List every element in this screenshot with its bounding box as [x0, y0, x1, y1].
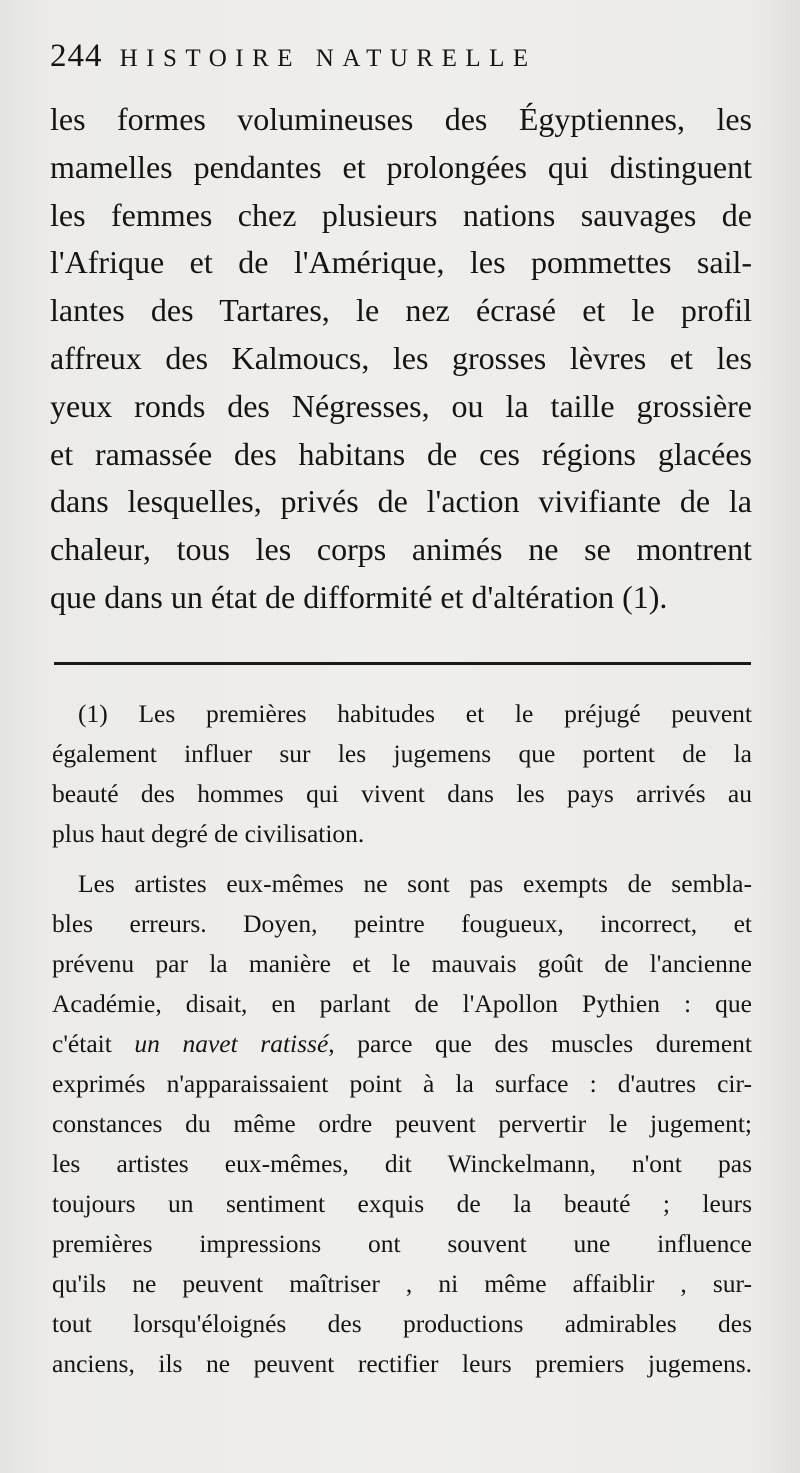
- text-line: yeux ronds des Négresses, ou la taille grossière: [50, 387, 752, 424]
- footnote-line: exprimés n'apparaissaient point à la surface : d'autres cir-: [52, 1069, 752, 1098]
- text-line: les formes volumineuses des Égyptiennes, les: [50, 101, 752, 137]
- text-line: les femmes chez plusieurs nations sauvages de: [50, 196, 752, 233]
- page-number: 244: [50, 38, 103, 74]
- footnote-line: constances du même ordre peuvent pervertir le jugement;: [52, 1109, 752, 1138]
- running-head: [50, 38, 750, 82]
- text-line: affreux des Kalmoucs, les grosses lèvres et les: [50, 339, 752, 376]
- footnote-line: toujours un sentiment exquis de la beauté ; leurs: [52, 1189, 752, 1218]
- footnote-line: beauté des hommes qui vivent dans les pays arrivés au: [52, 779, 752, 808]
- footnote-line: prévenu par la manière et le mauvais goût de l'ancienne: [52, 949, 752, 978]
- text-line: l'Afrique et de l'Amérique, les pommettes sail-: [50, 244, 752, 281]
- text-line: que dans un état de difformité et d'altération (1).: [50, 578, 668, 615]
- text-line: lantes des Tartares, le nez écrasé et le profil: [50, 292, 752, 329]
- italic-quote: un navet ratissé: [134, 1029, 329, 1058]
- footnote-line: (1) Les premières habitudes et le préjugé peuvent: [78, 699, 752, 728]
- text-line: chaleur, tous les corps animés ne se montrent: [50, 531, 752, 568]
- footnote-line: tout lorsqu'éloignés des productions admirables des: [52, 1309, 752, 1338]
- footnote-line: Les artistes eux-mêmes ne sont pas exempts de sembla-: [78, 869, 752, 898]
- main-text: [50, 96, 752, 622]
- running-title: HISTOIRE NATURELLE: [119, 45, 537, 72]
- footnote-line: qu'ils ne peuvent maîtriser , ni même affaiblir , sur-: [52, 1269, 752, 1298]
- footnote-text: c'était: [52, 1029, 135, 1058]
- footnote-line: [52, 1024, 752, 1064]
- footnote-line: également influer sur les jugemens que portent de la: [52, 739, 752, 768]
- footnote-text: , parce que des muscles durement: [328, 1029, 752, 1058]
- footnote-line: anciens, ils ne peuvent rectifier leurs premiers jugemens.: [52, 1349, 752, 1378]
- footnote-line: les artistes eux-mêmes, dit Winckelmann, n'ont pas: [52, 1149, 752, 1178]
- text-line: dans lesquelles, privés de l'action vivifiante de la: [50, 483, 752, 520]
- footnote-line: bles erreurs. Doyen, peintre fougueux, incorrect, et: [52, 909, 752, 938]
- footnote-paragraph: [52, 864, 752, 1384]
- footnote-line: premières impressions ont souvent une influence: [52, 1229, 752, 1258]
- footnote-line: plus haut degré de civilisation.: [52, 819, 365, 848]
- footnote-divider: [54, 662, 751, 665]
- footnote: [52, 694, 752, 854]
- text-line: et ramassée des habitans de ces régions glacées: [50, 435, 752, 472]
- text-line: mamelles pendantes et prolongées qui distinguent: [50, 148, 752, 185]
- footnote-line: Académie, disait, en parlant de l'Apollon Pythien : que: [52, 989, 752, 1018]
